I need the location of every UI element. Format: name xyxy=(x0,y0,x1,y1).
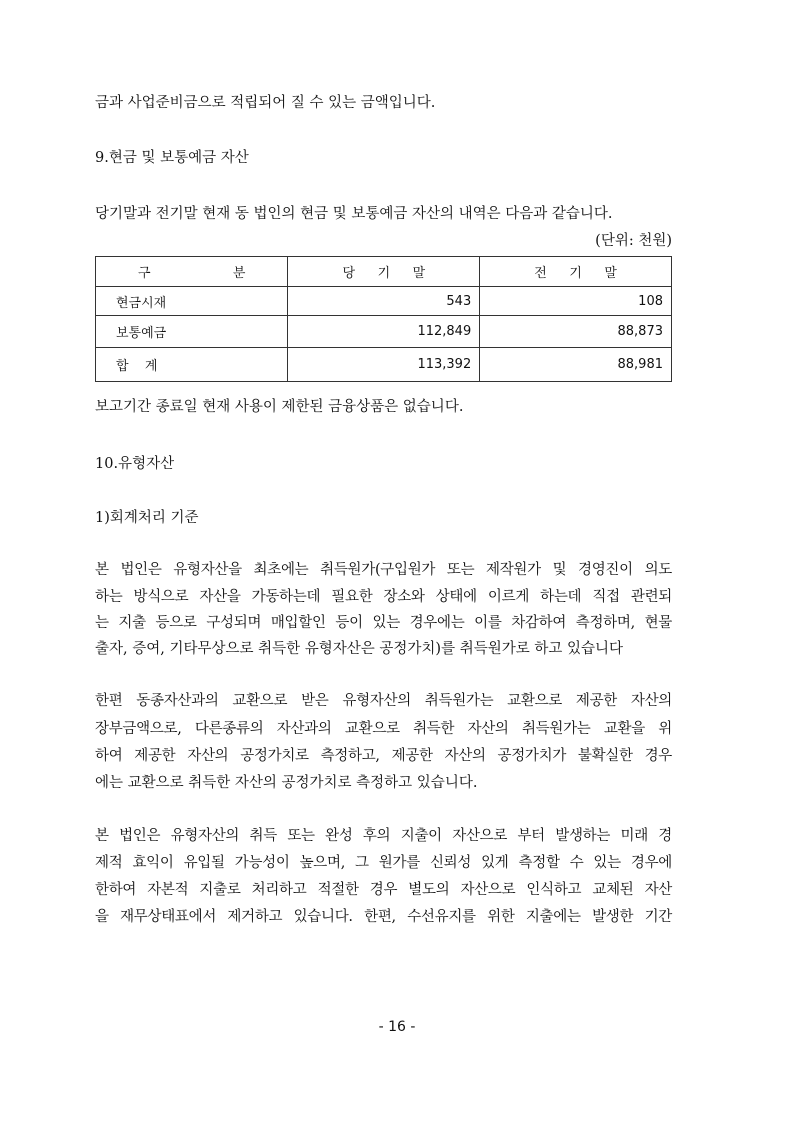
paragraph-intro-tail: 금과 사업준비금으로 적립되어 질 수 있는 금액입니다. xyxy=(95,95,436,111)
table-row xyxy=(96,316,672,348)
row-label-cash: 현금시재 xyxy=(96,287,288,316)
paragraph-line: 출자, 증여, 기타무상으로 취득한 유형자산은 공정가치)를 취득원가로 하고 있습니다 xyxy=(95,641,623,657)
cell-prior-deposit: 88,873 xyxy=(480,316,672,348)
table-header-current: 당 기 말 xyxy=(288,257,480,287)
cell-prior-total: 88,981 xyxy=(480,348,672,382)
cell-current-deposit: 112,849 xyxy=(288,316,480,348)
section-9-note: 보고기간 종료일 현재 사용이 제한된 금융상품은 없습니다. xyxy=(95,399,464,415)
paragraph-line: 하는 방식으로 자산을 가동하는데 필요한 장소와 상태에 이르게 하는데 직접 관련되 xyxy=(95,589,672,605)
table-row-total xyxy=(96,348,672,382)
table-header-category: 구 분 xyxy=(96,257,288,287)
row-label-total: 합 계 xyxy=(96,348,288,382)
page-number: - 16 - xyxy=(378,1019,416,1035)
table-header-prior: 전 기 말 xyxy=(480,257,672,287)
cell-prior-cash: 108 xyxy=(480,287,672,316)
unit-note: (단위: 천원) xyxy=(595,233,672,249)
paragraph-line: 본 법인은 유형자산의 취득 또는 완성 후의 지출이 자산으로 부터 발생하는 미래 경 xyxy=(95,828,672,844)
paragraph-line: 는 지출 등으로 구성되며 매입할인 등이 있는 경우에는 이를 차감하여 측정하며, 현물 xyxy=(95,615,672,631)
section-9-intro: 당기말과 전기말 현재 동 법인의 현금 및 보통예금 자산의 내역은 다음과 같습니다. xyxy=(95,206,613,222)
section-10-heading: 10.유형자산 xyxy=(95,456,175,472)
paragraph-line: 을 재무상태표에서 제거하고 있습니다. 한편, 수선유지를 위한 지출에는 발생한 기간 xyxy=(95,909,672,925)
paragraph-line: 장부금액으로, 다른종류의 자산과의 교환으로 취득한 자산의 취득원가는 교환을 위 xyxy=(95,721,672,737)
row-label-deposit: 보통예금 xyxy=(96,316,288,348)
paragraph-line: 한하여 자본적 지출로 처리하고 적절한 경우 별도의 자산으로 인식하고 교체된 자산 xyxy=(95,882,672,898)
paragraph-line: 하여 제공한 자산의 공정가치로 측정하고, 제공한 자산의 공정가치가 불확실한 경우 xyxy=(95,748,672,764)
cash-deposit-table xyxy=(95,256,672,382)
cell-current-cash: 543 xyxy=(288,287,480,316)
paragraph-line: 본 법인은 유형자산을 최초에는 취득원가(구입원가 또는 제작원가 및 경영진이 의도 xyxy=(95,562,672,578)
cell-current-total: 113,392 xyxy=(288,348,480,382)
paragraph-line: 한편 동종자산과의 교환으로 받은 유형자산의 취득원가는 교환으로 제공한 자산의 xyxy=(95,693,672,709)
paragraph-line: 에는 교환으로 취득한 자산의 공정가치로 측정하고 있습니다. xyxy=(95,775,478,791)
table-header-row xyxy=(96,257,672,287)
section-9-heading: 9.현금 및 보통예금 자산 xyxy=(95,150,249,166)
table-row xyxy=(96,287,672,316)
paragraph-line: 제적 효익이 유입될 가능성이 높으며, 그 원가를 신뢰성 있게 측정할 수 있는 경우에 xyxy=(95,855,672,871)
section-10-subheading: 1)회계처리 기준 xyxy=(95,510,199,526)
